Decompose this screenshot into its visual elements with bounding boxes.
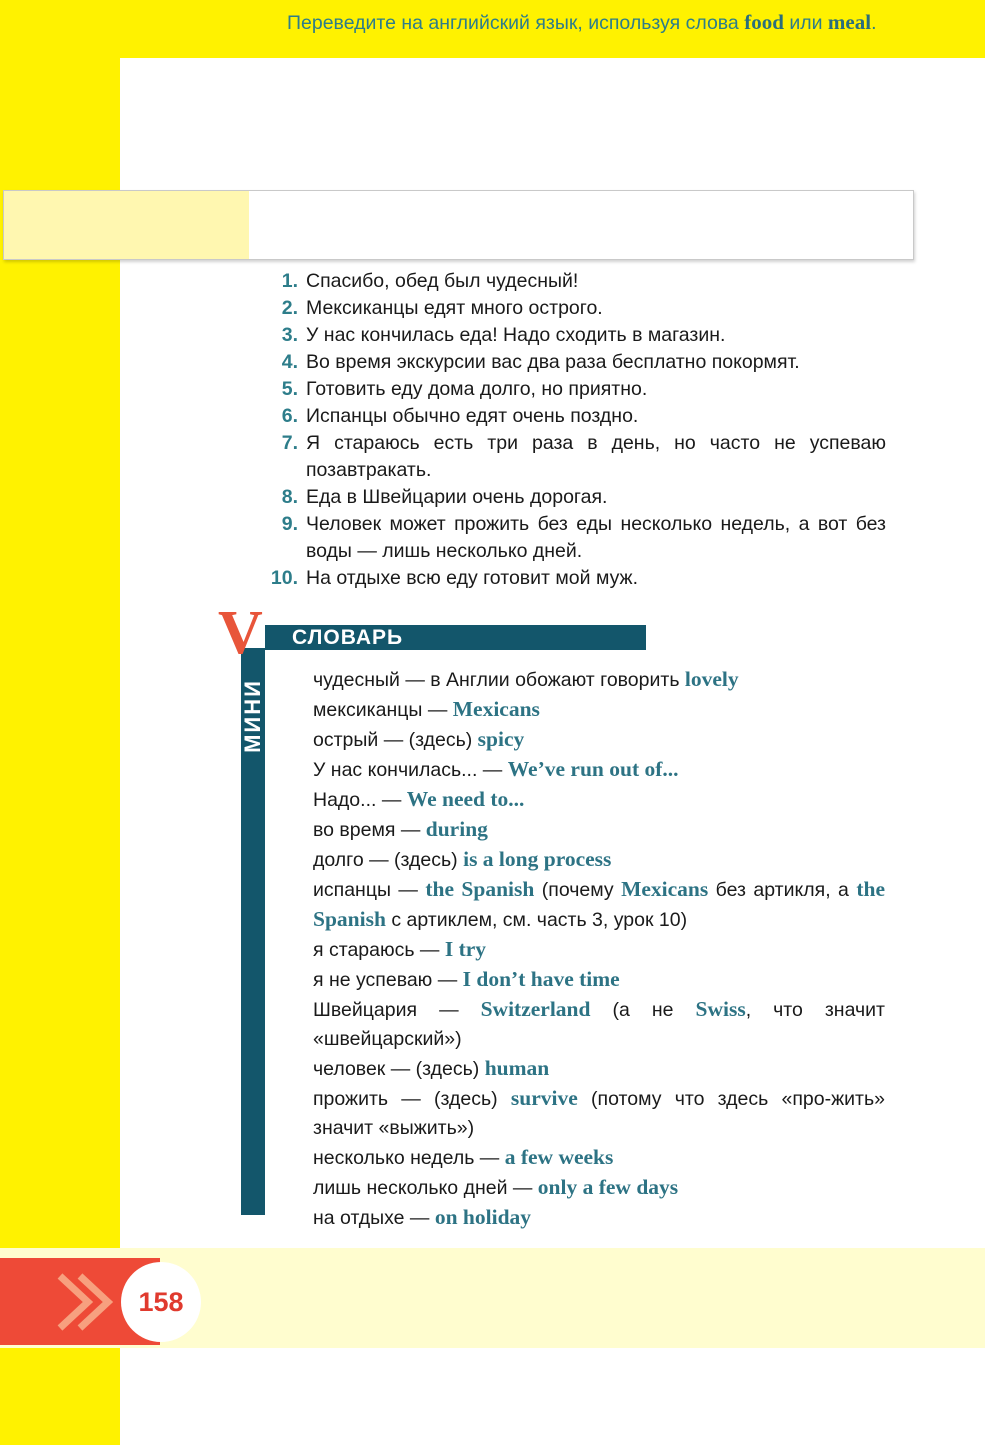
exercise-item <box>262 268 886 295</box>
vocab-entry <box>313 755 885 785</box>
page-number: 158 <box>138 1287 184 1317</box>
vocab-ru: лишь несколько дней — <box>313 1177 538 1199</box>
vocab-en: survive <box>510 1086 578 1110</box>
vocab-en: We need to... <box>406 787 525 811</box>
vocab-en: a few weeks <box>504 1145 614 1169</box>
vocab-ru: (почему <box>534 879 622 901</box>
exercise-item <box>262 349 886 376</box>
vocab-vertical-label: МИНИ <box>240 679 265 753</box>
instruction-part-1: Переведите на английский язык, используя слова <box>287 12 739 34</box>
vocab-ru: (потому что здесь «про-жить» значит «выжить») <box>313 1088 885 1139</box>
vocab-ru: мексиканцы — <box>313 699 453 721</box>
exercise-number: 6. <box>281 405 298 427</box>
vocab-ru: без артикля, а <box>708 879 857 901</box>
vocab-ru: несколько недель — <box>313 1147 505 1169</box>
exercise-item <box>262 484 886 511</box>
vocab-en: the Spanish <box>313 877 885 931</box>
exercise-text: Спасибо, обед был чудесный! <box>306 270 579 292</box>
vocab-entry <box>313 995 885 1054</box>
vocab-entry <box>313 725 885 755</box>
vocab-ru: У нас кончилась... — <box>313 759 508 781</box>
vocab-entry <box>313 665 885 695</box>
exercise-number: 7. <box>281 432 298 454</box>
chevron-double-right-icon <box>52 1258 122 1345</box>
vocab-en: Switzerland <box>480 997 591 1021</box>
instruction-word-food: food <box>744 10 784 34</box>
vocab-en: I don’t have time <box>462 967 620 991</box>
vocab-en: is a long process <box>463 847 612 871</box>
vocab-entry <box>313 815 885 845</box>
vocab-entry <box>313 1084 885 1143</box>
vocab-en: during <box>425 817 488 841</box>
vocab-entry <box>313 1143 885 1173</box>
exercise-item <box>262 376 886 403</box>
vocab-ru: человек — (здесь) <box>313 1058 485 1080</box>
instruction-box-tint <box>4 191 249 259</box>
exercise-number: 4. <box>281 351 298 373</box>
vocab-en: spicy <box>477 727 525 751</box>
vocab-entry <box>313 1173 885 1203</box>
vocab-ru: Надо... — <box>313 789 407 811</box>
instruction-part-3: . <box>871 12 877 34</box>
vocab-entry <box>313 965 885 995</box>
vocab-en: I try <box>444 937 487 961</box>
vocab-ru: долго — (здесь) <box>313 849 464 871</box>
vocab-entry <box>313 1054 885 1084</box>
vocab-en: lovely <box>684 667 739 691</box>
exercise-text: Еда в Швейцарии очень дорогая. <box>306 486 608 508</box>
vocab-en: Swiss <box>695 997 746 1021</box>
exercise-text: На отдыхе всю еду готовит мой муж. <box>306 567 639 589</box>
vocab-letter-logo: V <box>218 599 263 667</box>
vocab-ru: Швейцария — <box>313 999 481 1021</box>
vocab-ru: во время — <box>313 819 426 841</box>
exercise-list <box>262 268 886 592</box>
exercise-number: 5. <box>281 378 298 400</box>
exercise-text: Испанцы обычно едят очень поздно. <box>306 405 639 427</box>
exercise-item <box>262 565 886 592</box>
vocab-entry <box>313 1203 885 1233</box>
exercise-text: Мексиканцы едят много острого. <box>306 297 603 319</box>
vocab-ru: я стараюсь — <box>313 939 445 961</box>
exercise-item <box>262 295 886 322</box>
vocab-ru: с артиклем, см. часть 3, урок 10) <box>385 909 688 931</box>
vocab-en: We’ve run out of... <box>507 757 679 781</box>
vocab-en: only a few days <box>537 1175 679 1199</box>
vocab-ru: испанцы — <box>313 879 426 901</box>
vocab-ru: на отдыхе — <box>313 1207 435 1229</box>
vocab-en: human <box>484 1056 550 1080</box>
exercise-text: Во время экскурсии вас два раза бесплатно покормят. <box>306 351 800 373</box>
instruction-box <box>3 190 914 260</box>
vocab-entry <box>313 845 885 875</box>
exercise-number: 9. <box>281 513 298 535</box>
vocab-en: on holiday <box>434 1205 532 1229</box>
exercise-item <box>262 511 886 565</box>
vocab-ru: (а не <box>590 999 696 1021</box>
vocab-ru: острый — (здесь) <box>313 729 478 751</box>
instruction-word-meal: meal <box>827 10 872 34</box>
instruction-text <box>265 8 885 37</box>
exercise-item <box>262 403 886 430</box>
vocab-ru: , что значит «швейцарский») <box>313 999 885 1050</box>
exercise-item <box>262 430 886 484</box>
exercise-text: У нас кончилась еда! Надо сходить в магазин. <box>306 324 726 346</box>
exercise-number: 1. <box>281 270 298 292</box>
vocab-en: Mexicans <box>452 697 540 721</box>
vocab-title: СЛОВАРЬ <box>292 626 404 649</box>
vocab-entry <box>313 935 885 965</box>
exercise-text: Человек может прожить без еды несколько недель, а вот без воды — лишь несколько дней. <box>306 513 886 562</box>
exercise-text: Я стараюсь есть три раза в день, но часто не успеваю позавтракать. <box>306 432 886 481</box>
exercise-item <box>262 322 886 349</box>
vocab-ru: чудесный — в Англии обожают говорить <box>313 669 685 691</box>
vocab-ru: я не успеваю — <box>313 969 463 991</box>
vocab-entry <box>313 875 885 935</box>
exercise-number: 10. <box>270 567 298 589</box>
vocab-en: the Spanish <box>425 877 535 901</box>
exercise-text: Готовить еду дома долго, но приятно. <box>306 378 648 400</box>
vocab-entry <box>313 785 885 815</box>
vocab-list <box>313 665 885 1233</box>
instruction-part-2: или <box>789 12 823 34</box>
exercise-number: 8. <box>281 486 298 508</box>
vocab-entry <box>313 695 885 725</box>
exercise-number: 2. <box>281 297 298 319</box>
exercise-number: 3. <box>281 324 298 346</box>
vocab-ru: прожить — (здесь) <box>313 1088 511 1110</box>
vocab-en: Mexicans <box>621 877 709 901</box>
